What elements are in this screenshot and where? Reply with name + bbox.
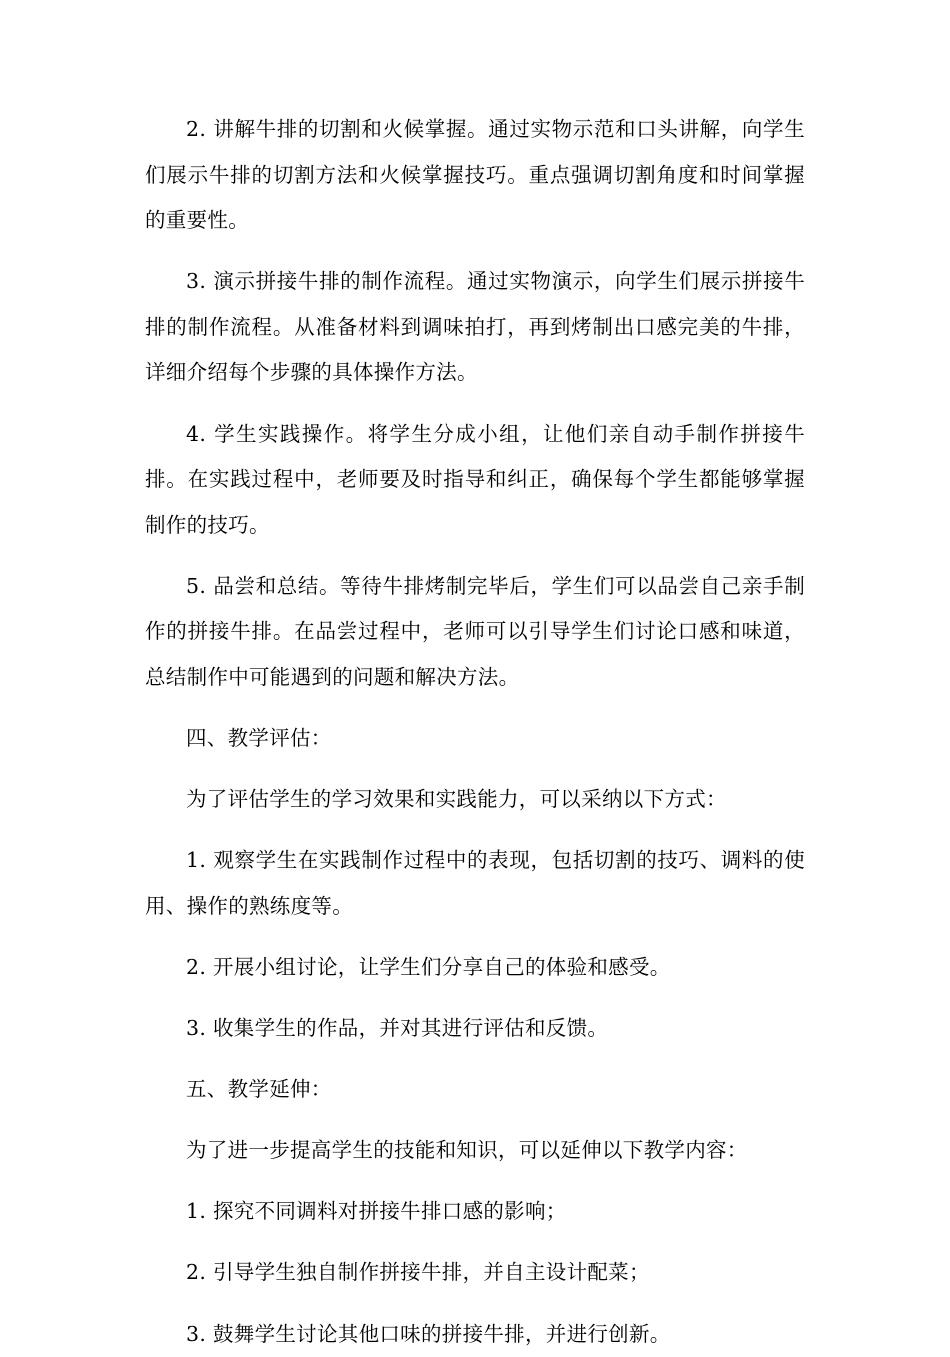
paragraph-evaluation-2: 2. 开展小组讨论，让学生们分享自己的体验和感受。 [186, 955, 671, 979]
paragraph-step-4: 4. 学生实践操作。将学生分成小组，让他们亲自动手制作拼接牛排。在实践过程中，老师要及时指导和纠正，确保每个学生都能够掌握制作的技巧。 [145, 421, 805, 537]
paragraph-extension-1: 1. 探究不同调料对拼接牛排口感的影响； [186, 1199, 567, 1224]
paragraph-step-3: 3. 演示拼接牛排的制作流程。通过实物演示，向学生们展示拼接牛排的制作流程。从准备材料到调味拍打，再到烤制出口感完美的牛排，详细介绍每个步骤的具体操作方法。 [145, 269, 805, 385]
section-heading-evaluation: 四、教学评估： [186, 726, 332, 751]
paragraph-extension-2: 2. 引导学生独自制作拼接牛排，并自主设计配菜； [186, 1260, 650, 1285]
document-body [145, 107, 805, 1357]
paragraph-extension-intro: 为了进一步提高学生的技能和知识，可以延伸以下教学内容： [186, 1138, 748, 1163]
paragraph-extension-3: 3. 鼓舞学生讨论其他口味的拼接牛排，并进行创新。 [186, 1321, 671, 1346]
paragraph-step-2: 2. 讲解牛排的切割和火候掌握。通过实物示范和口头讲解，向学生们展示牛排的切割方法和火候掌握技巧。重点强调切割角度和时间掌握的重要性。 [145, 117, 805, 233]
section-heading-extension: 五、教学延伸： [186, 1077, 332, 1102]
paragraph-evaluation-intro: 为了评估学生的学习效果和实践能力，可以采纳以下方式： [186, 787, 727, 812]
paragraph-evaluation-3: 3. 收集学生的作品，并对其进行评估和反馈。 [186, 1016, 609, 1041]
paragraph-step-5: 5. 品尝和总结。等待牛排烤制完毕后，学生们可以品尝自己亲手制作的拼接牛排。在品尝过程中，老师可以引导学生们讨论口感和味道，总结制作中可能遇到的问题和解决方法。 [145, 573, 805, 690]
paragraph-evaluation-1: 1. 观察学生在实践制作过程中的表现，包括切割的技巧、调料的使用、操作的熟练度等。 [145, 848, 805, 918]
